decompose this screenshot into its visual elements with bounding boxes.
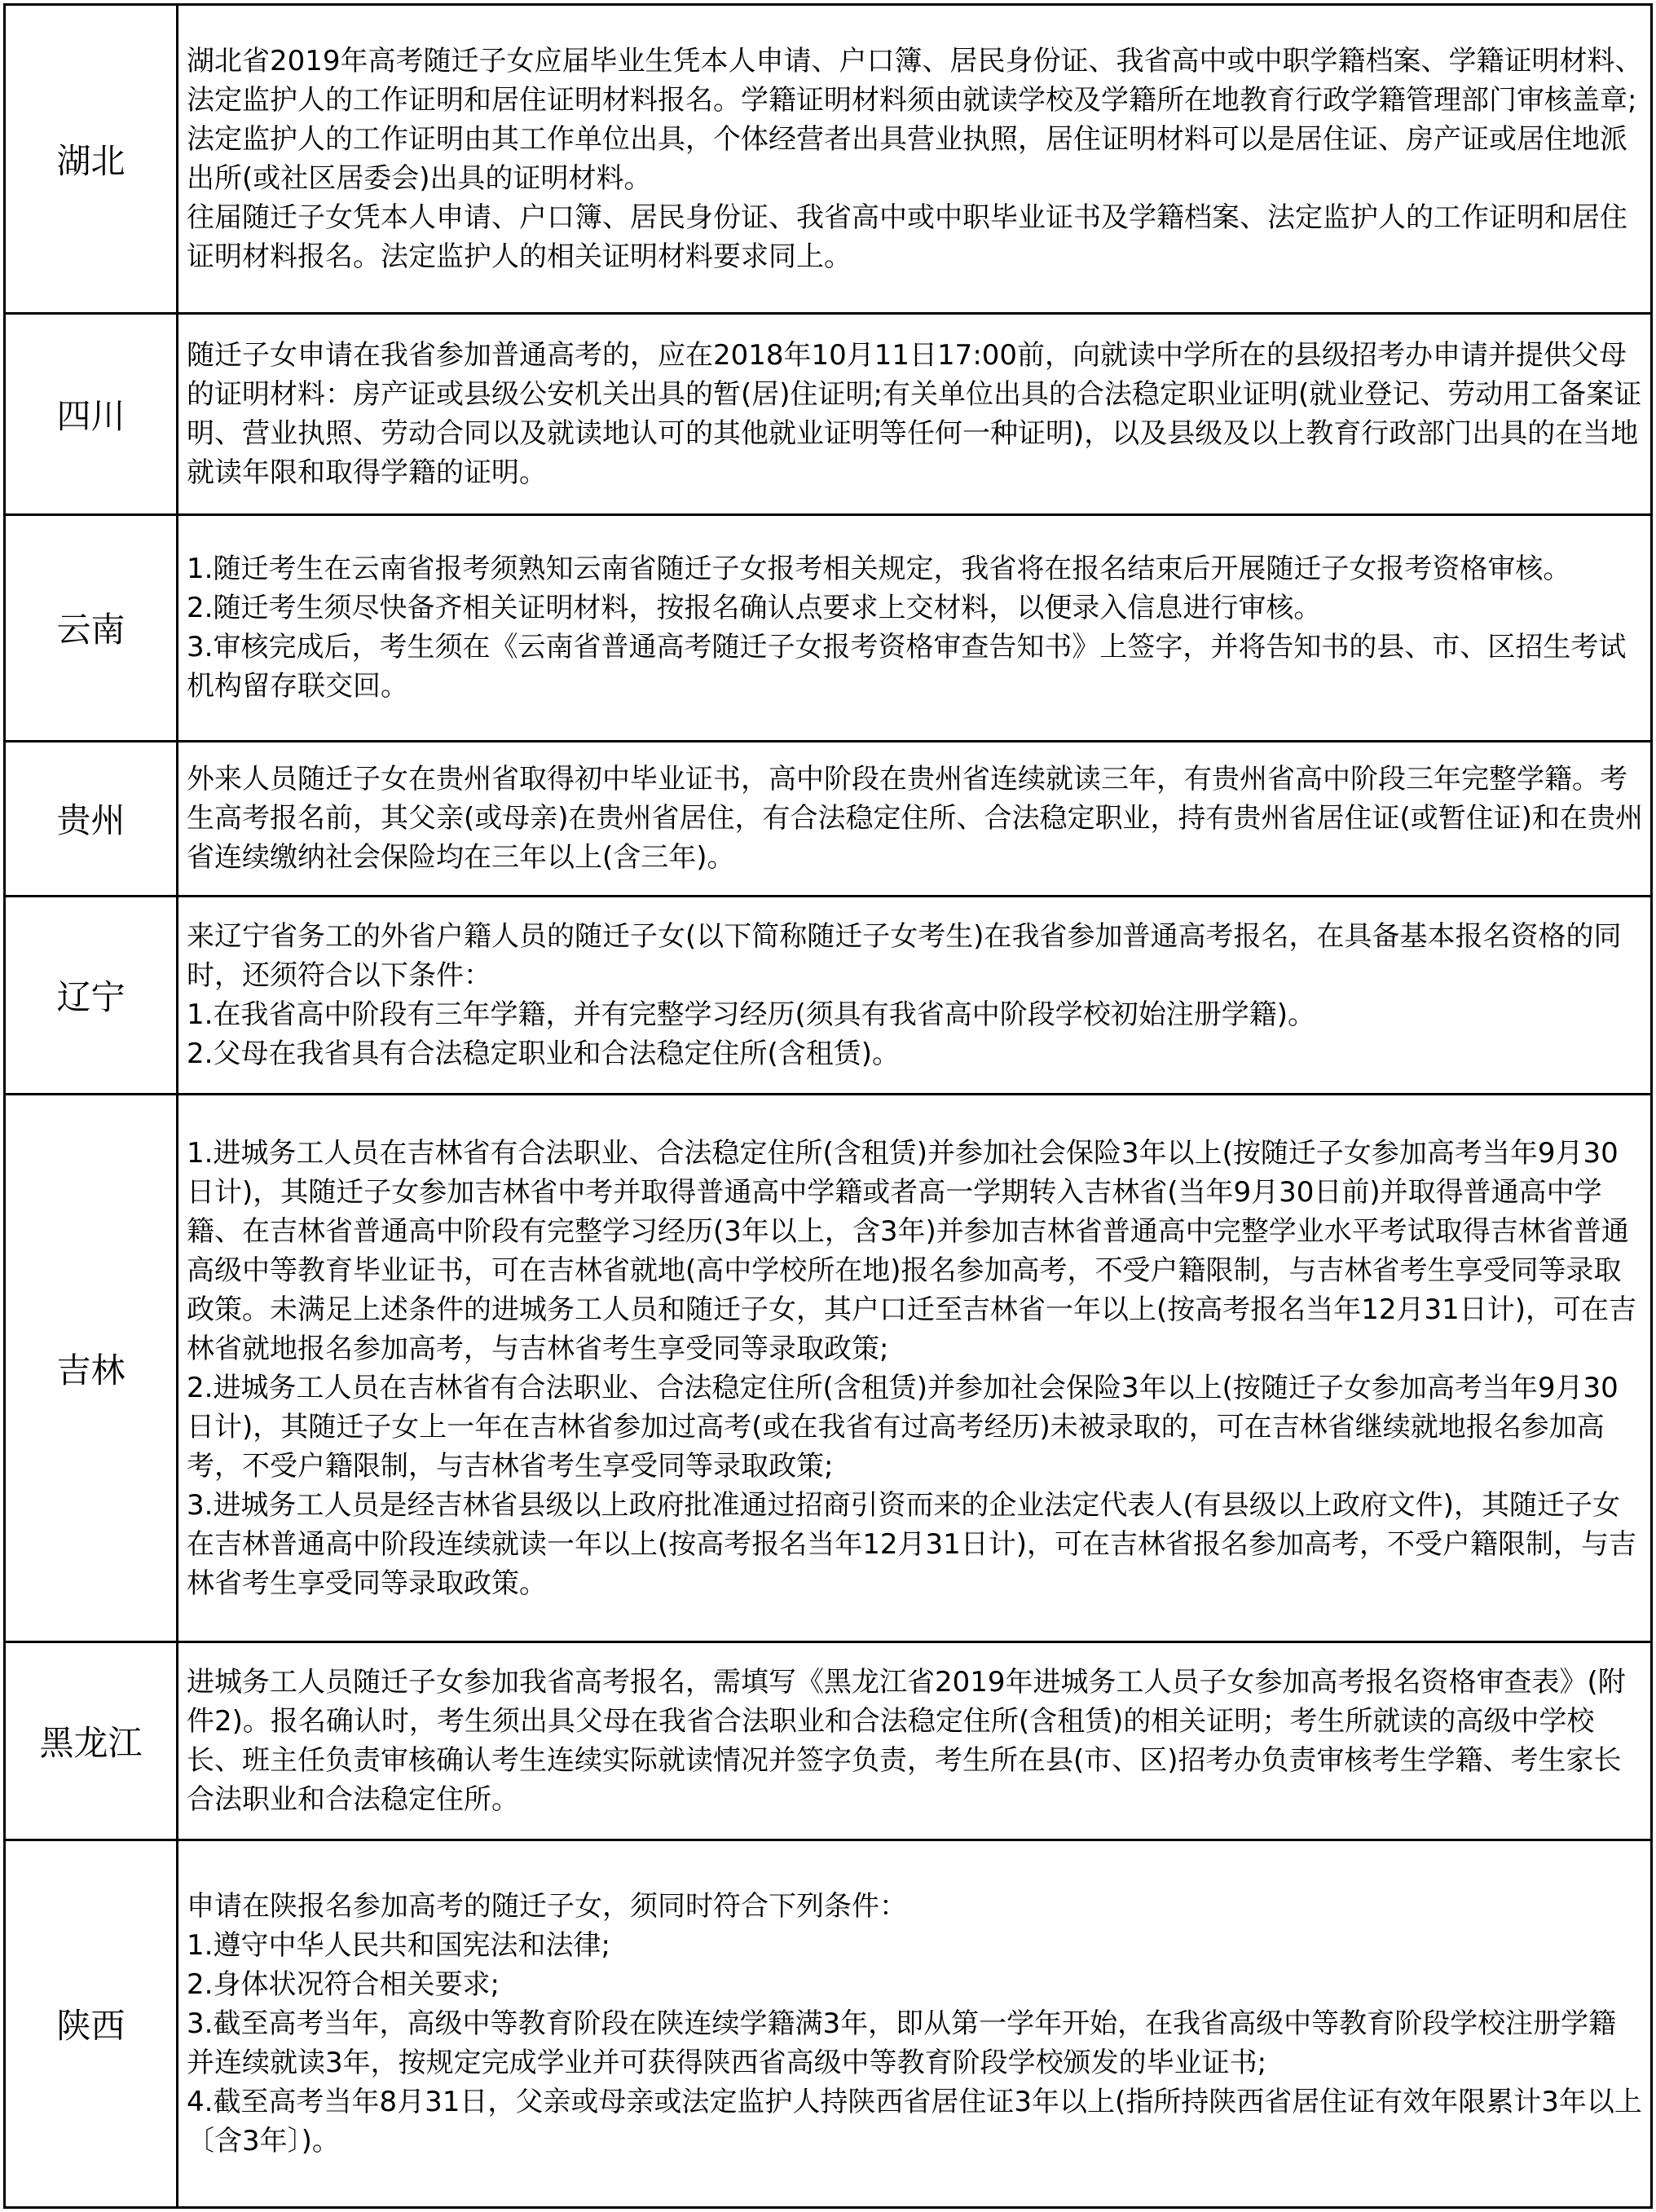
province-cell: 吉林: [5, 1095, 178, 1641]
province-cell: 湖北: [5, 5, 178, 314]
content-paragraph: 3.审核完成后，考生须在《云南省普通高考随迁子女报考资格审查告知书》上签字，并将告知书的县、市、区招生考试机构留存联交回。: [187, 631, 1627, 703]
content-paragraph: 2.身体状况符合相关要求;: [187, 1968, 500, 2002]
content-paragraph: 2.进城务工人员在吉林省有合法职业、合法稳定住所(含租赁)并参加社会保险3年以上(按随迁子女参加高考当年9月30日计)，其随迁子女上一年在吉林省参加过高考(或在我省有过高考经历)未被录取的，可在吉林省继续就地报名参加高考，不受户籍限制，与吉林省考生享受同等录取政策;: [187, 1371, 1619, 1483]
content-paragraph: 外来人员随迁子女在贵州省取得初中毕业证书，高中阶段在贵州省连续就读三年，有贵州省高中阶段三年完整学籍。考生高考报名前，其父亲(或母亲)在贵州省居住，有合法稳定住所、合法稳定职业，持有贵州省居住证(或暂住证)和在贵州省连续缴纳社会保险均在三年以上(含三年)。: [187, 763, 1644, 875]
table-row: [5, 313, 1652, 514]
content-paragraph: 3.截至高考当年，高级中等教育阶段在陕连续学籍满3年，即从第一学年开始，在我省高级中等教育阶段学校注册学籍并连续就读3年，按规定完成学业并可获得陕西省高级中等教育阶段学校颁发的毕业证书;: [187, 2007, 1617, 2080]
content-cell: [178, 515, 1652, 742]
content-cell: [178, 1095, 1652, 1641]
content-paragraph: 申请在陕报名参加高考的随迁子女，须同时符合下列条件：: [187, 1890, 907, 1923]
content-paragraph: 湖北省2019年高考随迁子女应届毕业生凭本人申请、户口簿、居民身份证、我省高中或中职学籍档案、学籍证明材料、法定监护人的工作证明和居住证明材料报名。学籍证明材料须由就读学校及学籍所在地教育行政学籍管理部门审核盖章;法定监护人的工作证明由其工作单位出具，个体经营者出具营业执照，居住证明材料可以是居住证、房产证或居住地派出所(或社区居委会)出具的证明材料。: [187, 44, 1643, 195]
province-cell: 辽宁: [5, 896, 178, 1094]
content-paragraph: 3.进城务工人员是经吉林省县级以上政府批准通过招商引资而来的企业法定代表人(有县级以上政府文件)，其随迁子女在吉林普通高中阶段连续就读一年以上(按高考报名当年12月31日计)，可在吉林省报名参加高考，不受户籍限制，与吉林省考生享受同等录取政策。: [187, 1488, 1637, 1600]
province-cell: 贵州: [5, 741, 178, 896]
content-paragraph: 4.截至高考当年8月31日，父亲或母亲或法定监护人持陕西省居住证3年以上(指所持陕西省居住证有效年限累计3年以上〔含3年〕)。: [187, 2086, 1642, 2158]
table-row: [5, 5, 1652, 314]
content-cell: [178, 5, 1652, 314]
province-cell: 陕西: [5, 1840, 178, 2208]
table-row: [5, 1095, 1652, 1641]
table-row: [5, 896, 1652, 1094]
content-cell: [178, 313, 1652, 514]
table-row: [5, 1641, 1652, 1840]
content-paragraph: 1.在我省高中阶段有三年学籍，并有完整学习经历(须具有我省高中阶段学校初始注册学籍)。: [187, 998, 1315, 1032]
province-cell: 四川: [5, 313, 178, 514]
content-paragraph: 2.随迁考生须尽快备齐相关证明材料，按报名确认点要求上交材料，以便录入信息进行审核。: [187, 592, 1322, 625]
content-paragraph: 来辽宁省务工的外省户籍人员的随迁子女(以下简称随迁子女考生)在我省参加普通高考报名，在具备基本报名资格的同时，还须符合以下条件：: [187, 920, 1622, 993]
province-cell: 黑龙江: [5, 1641, 178, 1840]
content-paragraph: 1.随迁考生在云南省报考须熟知云南省随迁子女报考相关规定，我省将在报名结束后开展随迁子女报考资格审核。: [187, 553, 1571, 586]
content-paragraph: 2.父母在我省具有合法稳定职业和合法稳定住所(含租赁)。: [187, 1038, 900, 1071]
content-cell: [178, 1641, 1652, 1840]
content-paragraph: 1.进城务工人员在吉林省有合法职业、合法稳定住所(含租赁)并参加社会保险3年以上(按随迁子女参加高考当年9月30日计)，其随迁子女参加吉林省中考并取得普通高中学籍或者高一学期转入吉林省(当年9月30日前)并取得普通高中学籍、在吉林省普通高中阶段有完整学习经历(3年以上，含3年)并参加吉林省普通高中完整学业水平考试取得吉林省普通高级中等教育毕业证书，可在吉林省就地(高中学校所在地)报名参加高考，不受户籍限制，与吉林省考生享受同等录取政策。未满足上述条件的进城务工人员和随迁子女，其户口迁至吉林省一年以上(按高考报名当年12月31日计)，可在吉林省就地报名参加高考，与吉林省考生享受同等录取政策;: [187, 1136, 1637, 1365]
content-paragraph: 往届随迁子女凭本人申请、户口簿、居民身份证、我省高中或中职毕业证书及学籍档案、法定监护人的工作证明和居住证明材料报名。法定监护人的相关证明材料要求同上。: [187, 200, 1627, 273]
content-cell: [178, 741, 1652, 896]
content-paragraph: 1.遵守中华人民共和国宪法和法律;: [187, 1929, 610, 1963]
table-row: [5, 515, 1652, 742]
province-cell: 云南: [5, 515, 178, 742]
table-row: [5, 741, 1652, 896]
policy-table: [3, 3, 1653, 2209]
content-paragraph: 进城务工人员随迁子女参加我省高考报名，需填写《黑龙江省2019年进城务工人员子女参加高考报名资格审查表》(附件2)。报名确认时，考生须出具父母在我省合法职业和合法稳定住所(含租赁)的相关证明；考生所就读的高级中学校长、班主任负责审核确认考生连续实际就读情况并签字负责，考生所在县(市、区)招考办负责审核考生学籍、考生家长合法职业和合法稳定住所。: [187, 1665, 1626, 1816]
content-paragraph: 随迁子女申请在我省参加普通高考的，应在2018年10月11日17:00前，向就读中学所在的县级招考办申请并提供父母的证明材料：房产证或县级公安机关出具的暂(居)住证明;有关单位出具的合法稳定职业证明(就业登记、劳动用工备案证明、营业执照、劳动合同以及就读地认可的其他就业证明等任何一种证明)，以及县级及以上教育行政部门出具的在当地就读年限和取得学籍的证明。: [187, 338, 1642, 489]
table-row: [5, 1840, 1652, 2208]
content-cell: [178, 1840, 1652, 2208]
content-cell: [178, 896, 1652, 1094]
